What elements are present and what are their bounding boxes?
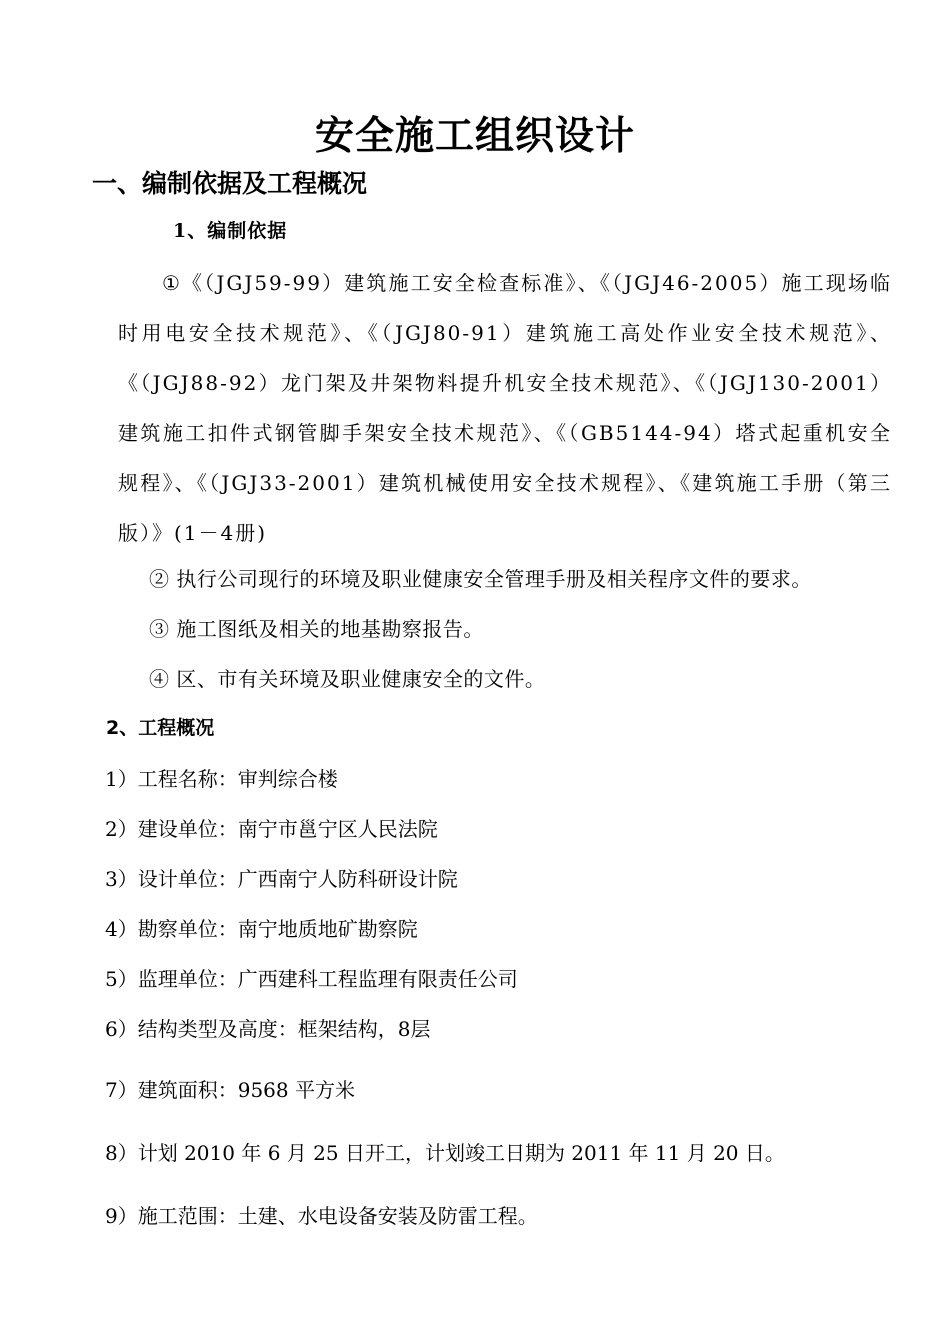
overview-item: 9）施工范围：土建、水电设备安装及防雷工程。: [105, 1204, 538, 1228]
overview-item: 1）工程名称：审判综合楼: [105, 767, 338, 791]
overview-item: 3）设计单位：广西南宁人防科研设计院: [105, 867, 458, 891]
basis-item: ④ 区、市有关环境及职业健康安全的文件。: [149, 667, 546, 691]
basis-item: ③ 施工图纸及相关的地基勘察报告。: [149, 617, 484, 641]
overview-item: 5）监理单位：广西建科工程监理有限责任公司: [105, 967, 518, 991]
subsection-heading-overview: 2、工程概况: [106, 717, 215, 739]
basis-paragraph: ①《（JGJ59-99）建筑施工安全检查标准》、《（JGJ46-2005）施工现场临时用电安全技术规范》、《（JGJ80-91）建筑施工高处作业安全技术规范》、《（JGJ88-92）龙门架及井架物料提升机安全技术规范》、《（JGJ130-2001）建筑施工扣件式钢管脚手架安全技术规范》、《（GB5144-94）塔式起重机安全规程》、《（JGJ33-2001）建筑机械使用安全技术规程》、《建筑施工手册（第三版）》(1－4册): [118, 271, 892, 545]
overview-item: 7）建筑面积：9568 平方米: [105, 1078, 355, 1102]
overview-item: 2）建设单位：南宁市邕宁区人民法院: [105, 817, 438, 841]
document-title: 安全施工组织设计: [314, 113, 635, 159]
section-heading-basis-overview: 一、编制依据及工程概况: [92, 169, 368, 198]
subsection-heading-basis: 1、编制依据: [173, 220, 288, 242]
basis-item: ② 执行公司现行的环境及职业健康安全管理手册及相关程序文件的要求。: [149, 567, 812, 591]
overview-item: 4）勘察单位：南宁地质地矿勘察院: [105, 917, 418, 941]
overview-item: 6）结构类型及高度：框架结构，8层: [105, 1017, 431, 1041]
overview-item: 8）计划 2010 年 6 月 25 日开工，计划竣工日期为 2011 年 11 月 20 日。: [105, 1141, 785, 1165]
